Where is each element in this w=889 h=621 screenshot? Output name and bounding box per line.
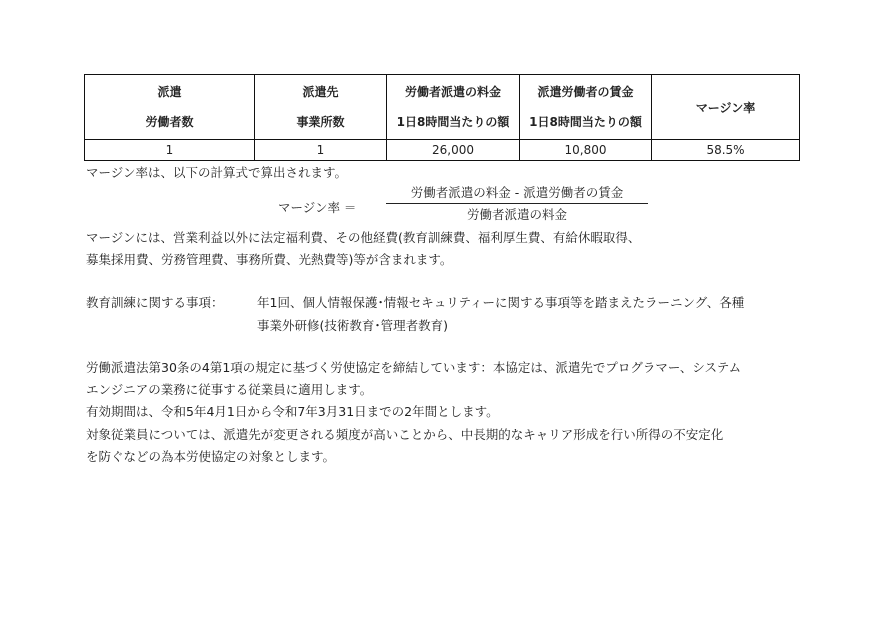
- formula-numerator: 労働者派遣の料金 - 派遣労働者の賃金: [410, 185, 624, 200]
- header-line: 事業所数: [296, 115, 345, 129]
- header-line: 1日8時間当たりの額: [529, 115, 642, 129]
- agreement-line: を防ぐなどの為本労使協定の対象とします。: [86, 449, 336, 464]
- header-client-sites: [255, 75, 387, 140]
- formula-denominator: 労働者派遣の料金: [466, 207, 567, 222]
- header-dispatch-fee: [387, 75, 520, 140]
- cell-client-sites: 1: [255, 140, 387, 161]
- header-line: マージン率: [695, 100, 756, 115]
- header-dispatch-workers: [85, 75, 255, 140]
- header-line: 労働者派遣の料金: [404, 85, 501, 99]
- margin-intro-text: マージン率は、以下の計算式で算出されます。: [86, 165, 347, 180]
- header-line: 派遣労働者の賃金: [537, 85, 634, 99]
- margin-note-line: 募集採用費、労務管理費、事務所費、光熱費等)等が含まれます。: [86, 252, 453, 267]
- table-header-row: [85, 75, 800, 140]
- header-worker-wage: [520, 75, 652, 140]
- header-margin-rate: [652, 75, 800, 140]
- agreement-line: 対象従業員については、派遣先が変更される頻度が高いことから、中長期的なキャリア形成を行い所得の不安定化: [86, 427, 724, 442]
- header-line: 派遣先: [302, 85, 339, 99]
- table-row: [85, 140, 800, 161]
- validity-line: 有効期間は、令和5年4月1日から令和7年3月31日までの2年間とします。: [86, 404, 499, 419]
- agreement-line: エンジニアの業務に従事する従業員に適用します。: [86, 382, 373, 397]
- header-line: 1日8時間当たりの額: [396, 115, 510, 129]
- agreement-line: 労働派遣法第30条の4第1項の規定に基づく労使協定を締結しています：本協定は、派遣先でプログラマー、システム: [86, 360, 742, 375]
- formula-label: マージン率 ＝: [278, 200, 357, 215]
- cell-margin-rate: 58.5%: [652, 140, 800, 161]
- margin-formula: [386, 184, 648, 224]
- training-label: 教育訓練に関する事項：: [86, 295, 224, 310]
- fraction-bar: [386, 203, 648, 204]
- margin-note-line: マージンには、営業利益以外に法定福利費、その他経費(教育訓練費、福利厚生費、有給休暇取得、: [86, 230, 641, 245]
- margin-rate-table: [84, 74, 800, 161]
- training-line: 年1回、個人情報保護･情報セキュリティーに関する事項等を踏まえたラーニング、各種: [257, 295, 745, 310]
- header-line: 派遣: [157, 85, 182, 99]
- training-line: 事業外研修(技術教育･管理者教育): [257, 318, 449, 333]
- header-line: 労働者数: [145, 115, 194, 129]
- cell-dispatch-fee: 26,000: [387, 140, 520, 161]
- cell-worker-wage: 10,800: [520, 140, 652, 161]
- cell-dispatch-workers: 1: [85, 140, 255, 161]
